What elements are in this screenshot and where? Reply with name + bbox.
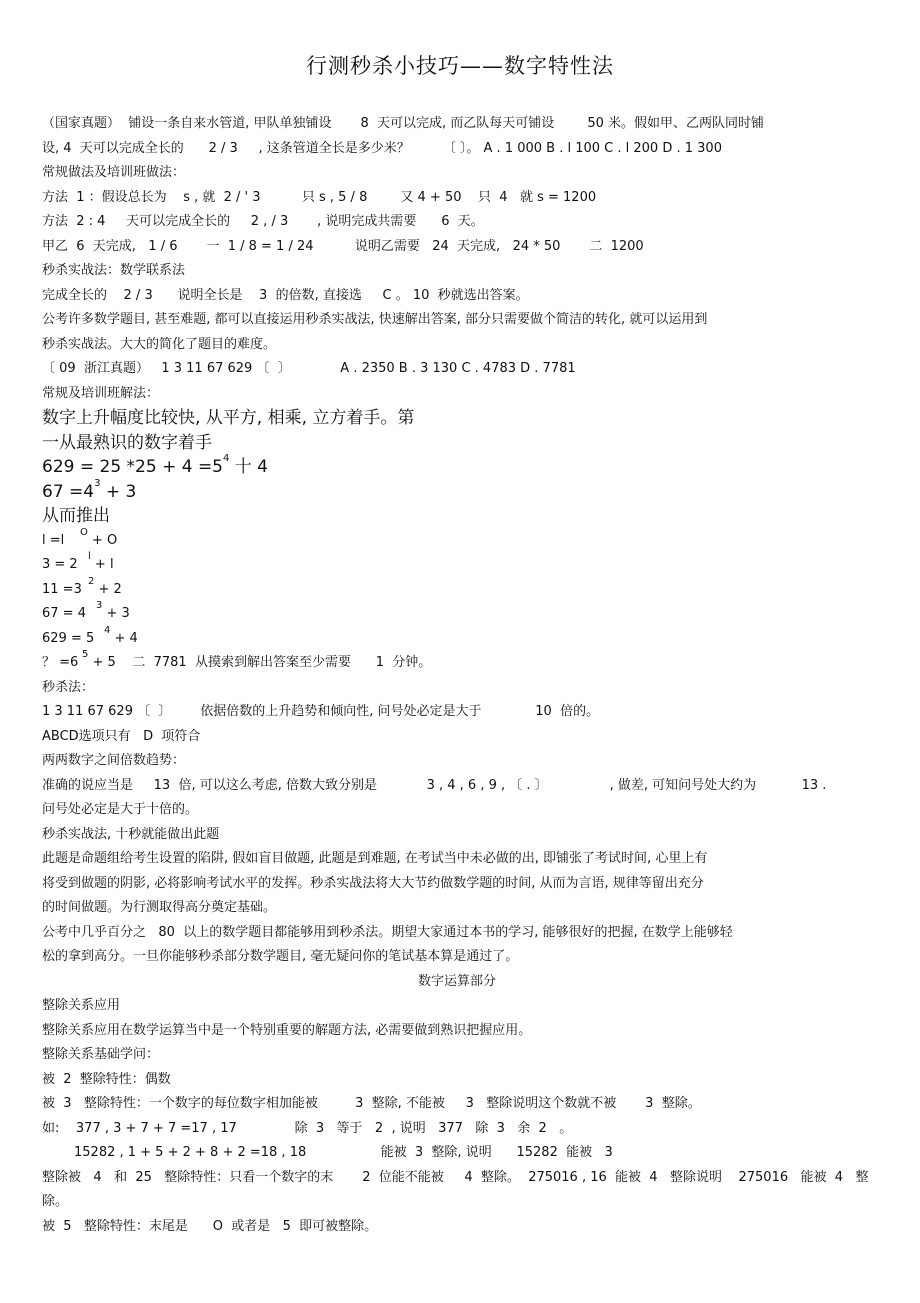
text-line: 的时间做题。为行测取得高分奠定基础。 xyxy=(42,900,277,915)
text-line: 整除关系应用在数学运算当中是一个特别重要的解题方法, 必需要做到熟识把握应用。 xyxy=(42,1022,532,1038)
text-line: 秒杀实战法。大大的简化了题目的难度。 xyxy=(42,336,277,352)
sequence-line xyxy=(42,624,872,652)
exponent: 3 xyxy=(94,477,101,489)
large-text-line: 数字上升幅度比较快, 从平方, 相乘, 立方着手。第 xyxy=(42,408,415,428)
text-line: 常规及培训班解法： xyxy=(42,385,160,401)
document-body xyxy=(42,112,872,1239)
equation-text: 629 = 25 *25 + 4 =5 xyxy=(42,457,223,477)
sequence-line xyxy=(42,575,872,603)
sequence-left: 3 = 2 xyxy=(42,557,78,572)
text-line: 松的拿到高分。一旦你能够秒杀部分数学题目, 毫无疑问你的笔试基本算是通过了。 xyxy=(42,949,519,964)
text-line: 方法 1 ：假设总长为 s , 就 2 / ' 3 只 s , 5 / 8 又 4 + 50 只 4 就 s = 1200 xyxy=(42,189,597,205)
text-line: 被 5 整除特性：末尾是 O 或者是 5 即可被整除。 xyxy=(42,1218,378,1234)
exponent: 2 xyxy=(88,575,95,587)
text-line: 整除关系基础学问： xyxy=(42,1047,160,1062)
text-line: 整除被 4 和 25 整除特性：只看一个数字的末 2 位能不能被 4 整除。 275016 , 16 能被 4 整除说明 275016 能被 4 整 xyxy=(42,1169,869,1185)
text-line: 整除关系应用 xyxy=(42,998,121,1013)
text-line: （国家真题） 铺设一条自来水管道, 甲队单独铺设 8 天可以完成, 而乙队每天可铺设 50 米。假如甲、乙两队同时铺 xyxy=(42,116,764,131)
sequence-line xyxy=(42,651,872,676)
text-line: ABCD选项只有 D 项符合 xyxy=(42,728,201,744)
sequence-right: + 2 xyxy=(98,581,122,597)
sequence-left: 67 = 4 xyxy=(42,606,86,621)
text-line: 秒杀法： xyxy=(42,679,95,695)
text-line: 如: 377 , 3 + 7 + 7 =17 , 17 除 3 等于 2 , 说明 377 除 3 余 2 。 xyxy=(42,1120,573,1136)
sequence-line xyxy=(42,526,872,554)
text-line: 被 3 整除特性：一个数字的每位数字相加能被 3 整除, 不能被 3 整除说明这个数就不被 3 整除。 xyxy=(42,1096,701,1111)
sequence-right: + 4 xyxy=(114,630,138,646)
text-line: 秒杀实战法：数学联系法 xyxy=(42,263,186,278)
sequence-left: 629 = 5 xyxy=(42,630,95,646)
text-line: 准确的说应当是 13 倍, 可以这么考虑, 倍数大致分别是 3 , 4 , 6 , 9 , 〔 . 〕 , 做差, 可知问号处大约为 13 . xyxy=(42,777,827,793)
sequence-left: ？ =6 xyxy=(42,655,79,670)
equation-text: 67 =4 xyxy=(42,481,95,502)
equation-line xyxy=(42,455,872,480)
equation-text: + 3 xyxy=(100,481,137,502)
exponent: 4 xyxy=(104,624,111,636)
sequence-right: + O xyxy=(92,532,118,548)
large-text-line: 从而推出 xyxy=(42,506,110,526)
sequence-left: l =l xyxy=(42,532,65,548)
page-title: 行测秒杀小技巧——数字特性法 xyxy=(306,54,614,78)
exponent: O xyxy=(80,526,88,538)
text-line: 甲乙 6 天完成, 1 / 6 一 1 / 8 = 1 / 24 说明乙需要 24 天完成, 24 * 50 二 1200 xyxy=(42,238,644,254)
equation-line xyxy=(42,477,872,505)
exponent: 3 xyxy=(96,600,103,611)
text-line: 此题是命题组给考生设置的陷阱, 假如盲目做题, 此题是到难题, 在考试当中未必做的出, 即铺张了考试时间, 心里上有 xyxy=(42,851,708,866)
exponent: l xyxy=(88,551,91,562)
exponent: 4 xyxy=(223,453,230,464)
sequence-right: + l xyxy=(94,557,114,572)
text-line: 除。 xyxy=(42,1194,69,1209)
text-line: 秒杀实战法, 十秒就能做出此题 xyxy=(42,826,220,842)
text-line: 公考许多数学题目, 甚至难题, 都可以直接运用秒杀实战法, 快速解出答案, 部分只需要做个简洁的转化, 就可以运用到 xyxy=(42,312,708,327)
text-line: 被 2 整除特性：偶数 xyxy=(42,1071,171,1087)
sequence-right: + 5 二 7781 从摸索到解出答案至少需要 1 分钟。 xyxy=(92,655,432,670)
text-line: 公考中几乎百分之 80 以上的数学题目都能够用到秒杀法。期望大家通过本书的学习, 能够很好的把握, 在数学上能够轻 xyxy=(42,924,733,940)
text-line: 将受到做题的阴影, 必将影响考试水平的发挥。秒杀实战法将大大节约做数学题的时间, 从而为言语, 规律等留出充分 xyxy=(42,875,704,891)
equation-text: 十 4 xyxy=(229,457,268,477)
text-line: 方法 2 : 4 天可以完成全长的 2 , / 3 , 说明完成共需要 6 天。 xyxy=(42,214,484,229)
sequence-left: 11 =3 xyxy=(42,581,82,597)
text-line: 1 3 11 67 629 〔 〕 依据倍数的上升趋势和倾向性, 问号处必定是大于 10 倍的。 xyxy=(42,704,600,719)
text-line: 问号处必定是大于十倍的。 xyxy=(42,802,199,817)
large-text-line: 一从最熟识的数字着手 xyxy=(42,432,212,453)
text-line: 设, 4 天可以完成全长的 2 / 3 , 这条管道全长是多少米？ 〔 〕。 A . 1 000 B . l 100 C . l 200 D . 1 300 xyxy=(42,140,722,156)
sequence-line xyxy=(42,553,872,578)
sequence-right: + 3 xyxy=(106,606,130,621)
text-line: 15282 , 1 + 5 + 2 + 8 + 2 =18 , 18 能被 3 整除, 说明 15282 能被 3 xyxy=(74,1145,613,1160)
text-line: 常规做法及培训班做法： xyxy=(42,165,186,180)
text-line: 两两数字之间倍数趋势： xyxy=(42,753,186,768)
text-line: 〔 09 浙江真题） 1 3 11 67 629 〔 〕 A . 2350 B . 3 130 C . 4783 D . 7781 xyxy=(42,361,576,376)
sequence-line xyxy=(42,602,872,627)
exponent: 5 xyxy=(82,649,89,660)
section-title: 数字运算部分 xyxy=(417,973,496,989)
text-line: 完成全长的 2 / 3 说明全长是 3 的倍数, 直接选 C 。 10 秒就选出答案。 xyxy=(42,287,529,303)
